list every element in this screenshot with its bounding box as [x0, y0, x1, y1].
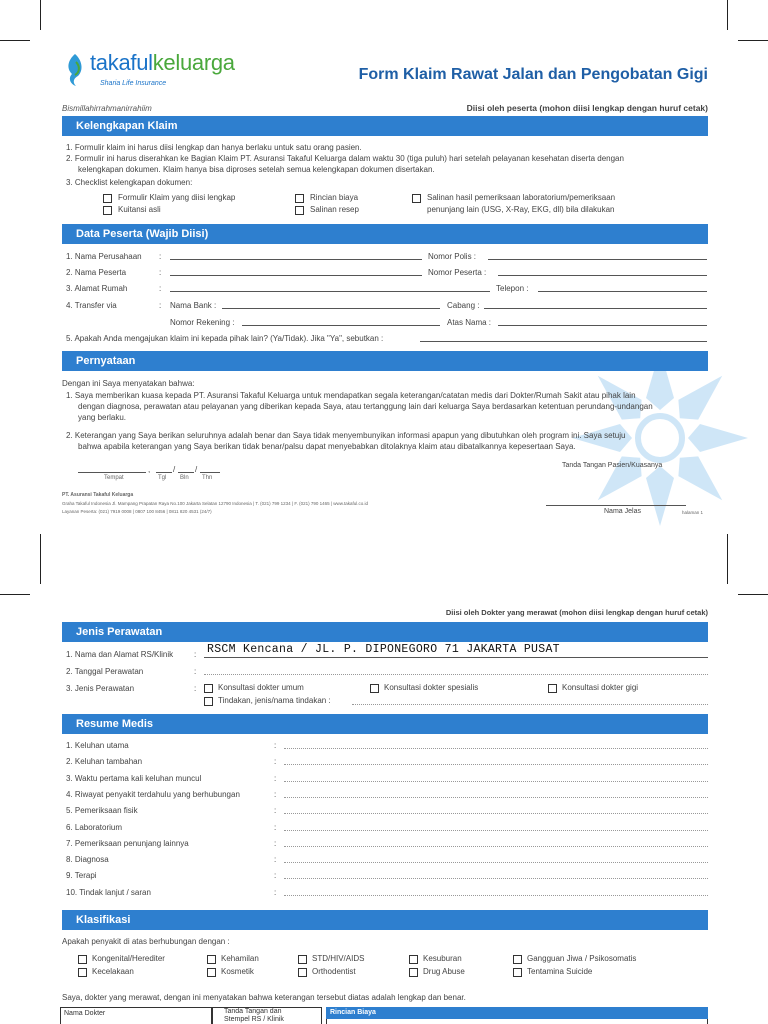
resume-item-input[interactable] [284, 895, 708, 896]
field-colon: : [194, 684, 197, 693]
rincian-biaya-header: Rincian Biaya [326, 1007, 708, 1019]
crop-mark [738, 594, 768, 595]
field-colon: : [159, 284, 162, 293]
field-colon: : [274, 822, 277, 832]
checkbox-salinan-resep[interactable] [295, 206, 304, 215]
crop-mark [727, 534, 728, 584]
field-colon: : [274, 887, 277, 897]
field-colon: : [274, 871, 277, 881]
statement-paragraph: bahwa apabila keterangan yang Saya berikan tidak benar/palsu dapat menyebabkan ditolaknya klaim atau dibatalkannya kepesertaan Saya. [78, 442, 576, 451]
page-number: halaman 1 [682, 510, 704, 515]
checkbox-dokter-spesialis[interactable] [370, 684, 379, 693]
input-cabang[interactable] [484, 308, 707, 309]
input-rekening[interactable] [242, 325, 440, 326]
checkbox-tindakan[interactable] [204, 697, 213, 706]
resume-item-label: 9. Terapi [66, 871, 97, 881]
checkbox-label: Orthodentist [312, 967, 356, 976]
section-jenis-perawatan: Jenis Perawatan [62, 622, 708, 642]
participant-instruction: Diisi oleh peserta (mohon diisi lengkap dengan huruf cetak) [466, 103, 708, 113]
checkbox-label: Drug Abuse [423, 967, 465, 976]
resume-item-input[interactable] [284, 781, 708, 782]
resume-item-input[interactable] [284, 764, 708, 765]
label-bln: Bln [180, 475, 189, 481]
brand-tagline: Sharia Life Insurance [100, 80, 167, 87]
stamp-label: Tanda Tangan dan [224, 1008, 282, 1015]
checkbox-gangguan-jiwa[interactable] [513, 955, 522, 964]
input-perusahaan[interactable] [170, 259, 422, 260]
input-bank[interactable] [222, 308, 440, 309]
section-pernyataan: Pernyataan [62, 351, 708, 371]
form-title: Form Klaim Rawat Jalan dan Pengobatan Gigi [358, 66, 708, 83]
checkbox-label: Tindakan, jenis/nama tindakan : [218, 696, 331, 705]
resume-item-label: 10. Tindak lanjut / saran [66, 887, 151, 897]
field-label-perusahaan: 1. Nama Perusahaan [66, 252, 142, 261]
doctor-name-label: Nama Dokter [64, 1010, 106, 1017]
field-label-polis: Nomor Polis : [428, 252, 477, 261]
checkbox-label: Konsultasi dokter umum [218, 683, 304, 692]
field-colon: : [274, 773, 277, 783]
field-colon: : [274, 789, 277, 799]
signature-label: Tanda Tangan Pasien/Kuasanya [562, 462, 663, 469]
input-peserta[interactable] [170, 275, 422, 276]
resume-item-input[interactable] [284, 797, 708, 798]
crop-mark [727, 0, 728, 30]
checkbox-label: Formulir Klaim yang diisi lengkap [118, 193, 236, 202]
input-polis[interactable] [488, 259, 707, 260]
requirement-item: kelengkapan dokumen. Klaim hanya bisa diproses setelah semua kelengkapan dokumen disertakan. [78, 165, 435, 174]
doctor-statement: Saya, dokter yang merawat, dengan ini menyatakan bahwa keterangan tersebut diatas adalah lengkap dan benar. [62, 993, 466, 1002]
statement-intro: Dengan ini Saya menyatakan bahwa: [62, 379, 195, 388]
requirement-item: 3. Checklist kelengkapan dokumen: [66, 178, 193, 187]
field-label-atas-nama: Atas Nama : [447, 318, 492, 327]
date-separator: / [173, 465, 176, 474]
checkbox-std[interactable] [298, 955, 307, 964]
input-tanggal[interactable] [204, 674, 708, 675]
input-alamat[interactable] [170, 291, 490, 292]
checkbox-label: Rincian biaya [310, 193, 359, 202]
checkbox-label: Konsultasi dokter spesialis [384, 683, 479, 692]
field-label-jenis: 3. Jenis Perawatan [66, 684, 135, 693]
section-kelengkapan-klaim: Kelengkapan Klaim [62, 116, 708, 136]
footer-address: Graha Takaful Indonesia Jl. Mampang Prapatan Raya No.100 Jakarta Selatan 12790 Indonesia | T. (021) 799 1234 | F. (021) 790 1465 | www.takaful.co.id [62, 501, 369, 506]
rincian-biaya-box[interactable] [326, 1019, 708, 1024]
resume-item-label: 7. Pemeriksaan penunjang lainnya [66, 838, 189, 848]
checkbox-label: Kuitansi asli [118, 205, 161, 214]
crop-mark [738, 40, 768, 41]
doctor-instruction: Diisi oleh Dokter yang merawat (mohon diisi lengkap dengan huruf cetak) [445, 608, 708, 617]
field-colon: : [159, 268, 162, 277]
checkbox-dokter-umum[interactable] [204, 684, 213, 693]
input-nomor-peserta[interactable] [498, 275, 707, 276]
section-data-peserta: Data Peserta (Wajib Diisi) [62, 224, 708, 244]
checkbox-tentamina-suicide[interactable] [513, 968, 522, 977]
field-label-nomor-peserta: Nomor Peserta : [428, 268, 487, 277]
resume-item-input[interactable] [284, 830, 708, 831]
field-label-alamat: 3. Alamat Rumah [66, 284, 128, 293]
checkbox-orthodentist[interactable] [298, 968, 307, 977]
statement-paragraph: 2. Keterangan yang Saya berikan seluruhnya adalah benar dan Saya tidak menyembunyikan informasi apapun yang dibutuhkan oleh program ini. Saya setuju [66, 431, 626, 440]
checkbox-kesuburan[interactable] [409, 955, 418, 964]
checkbox-label: Kecelakaan [92, 967, 134, 976]
form-page-2 [52, 604, 712, 1024]
resume-item-label: 3. Waktu pertama kali keluhan muncul [66, 773, 202, 783]
classification-question: Apakah penyakit di atas berhubungan dengan : [62, 937, 230, 946]
field-colon: : [274, 757, 277, 767]
footer-company: PT. Asuransi Takaful Keluarga [62, 492, 134, 498]
field-colon: : [274, 741, 277, 750]
crop-mark [40, 0, 41, 30]
section-resume-medis: Resume Medis [62, 714, 708, 734]
field-colon: : [274, 838, 277, 848]
date-separator: / [195, 465, 198, 474]
resume-item-label: 6. Laboratorium [66, 822, 123, 832]
stamp-label-2: Stempel RS / Klinik [224, 1016, 284, 1023]
checkbox-label: STD/HIV/AIDS [312, 954, 365, 963]
resume-item-label: 1. Keluhan utama [66, 741, 129, 750]
checkbox-kehamilan[interactable] [207, 955, 216, 964]
requirement-item: 1. Formulir klaim ini harus diisi lengkap dan hanya berlaku untuk satu orang pasien. [66, 143, 362, 152]
date-separator: , [148, 465, 151, 474]
checkbox-drug-abuse[interactable] [409, 968, 418, 977]
crop-mark [40, 534, 41, 584]
label-thn: Thn [202, 475, 213, 481]
resume-item-input[interactable] [284, 748, 708, 749]
resume-item-label: 2. Keluhan tambahan [66, 757, 143, 767]
checkbox-kongenital[interactable] [78, 955, 87, 964]
input-atas-nama[interactable] [498, 325, 707, 326]
checkbox-kuitansi[interactable] [103, 206, 112, 215]
resume-item-input[interactable] [284, 878, 708, 879]
resume-item-label: 5. Pemeriksaan fisik [66, 806, 138, 816]
brand-name: takafulkeluarga [90, 50, 235, 75]
footer-service: Layanan Peserta: (021) 7919 0008 | 0807 100 8456 | 0811 820 4531 (24/7) [62, 509, 212, 514]
checkbox-label: penunjang lain (USG, X-Ray, EKG, dll) bila dilakukan [427, 205, 615, 214]
checkbox-dokter-gigi[interactable] [548, 684, 557, 693]
resume-item-input[interactable] [284, 862, 708, 863]
checkbox-label: Kongenital/Herediter [92, 954, 165, 963]
field-label-rekening: Nomor Rekening : [170, 318, 235, 327]
field-label-telepon: Telepon : [496, 284, 529, 293]
nama-jelas-label: Nama Jelas [604, 508, 641, 515]
crop-mark [0, 594, 30, 595]
statement-paragraph: dengan diagnosa, perawatan atau pelayanan yang diberikan kepada Saya, atau tertanggung lain dari keluarga Saya berdasarkan ketentuan perundang-undangan [78, 402, 653, 411]
input-tempat[interactable] [78, 472, 146, 473]
checkbox-salinan-lab[interactable] [412, 194, 421, 203]
checkbox-label: Tentamina Suicide [527, 967, 593, 976]
field-colon: : [159, 252, 162, 261]
checkbox-label: Salinan resep [310, 205, 359, 214]
crop-mark [0, 40, 30, 41]
field-colon: : [159, 301, 162, 310]
checkbox-label: Kehamilan [221, 954, 259, 963]
checkbox-label: Kosmetik [221, 967, 254, 976]
field-colon: : [194, 650, 197, 659]
checkbox-kecelakaan[interactable] [78, 968, 87, 977]
checkbox-label: Salinan hasil pemeriksaan laboratorium/pemeriksaan [427, 193, 616, 202]
resume-item-input[interactable] [284, 813, 708, 814]
field-label-tanggal: 2. Tanggal Perawatan [66, 667, 144, 676]
rs-value: RSCM Kencana / JL. P. DIPONEGORO 71 JAKARTA PUSAT [207, 643, 560, 656]
field-label-cabang: Cabang : [447, 301, 480, 310]
input-tindakan[interactable] [352, 704, 708, 705]
form-page-1 [52, 40, 712, 520]
checkbox-kosmetik[interactable] [207, 968, 216, 977]
statement-paragraph: 1. Saya memberikan kuasa kepada PT. Asuransi Takaful Keluarga untuk mendapatkan segala keterangan/catatan medis dari Dokter/Rumah Sakit atau pihak lain [66, 391, 636, 400]
resume-item-label: 4. Riwayat penyakit terdahulu yang berhubungan [66, 789, 240, 799]
input-tgl[interactable] [156, 472, 172, 473]
field-colon: : [194, 667, 197, 676]
input-other-claim[interactable] [420, 341, 707, 342]
statement-paragraph: yang berlaku. [78, 413, 127, 422]
checkbox-label: Kesuburan [423, 954, 462, 963]
checkbox-label: Konsultasi dokter gigi [562, 683, 639, 692]
input-rs[interactable] [204, 657, 708, 658]
field-label-bank: Nama Bank : [170, 301, 217, 310]
takaful-logo-icon [62, 50, 88, 90]
requirement-item: 2. Formulir ini harus diserahkan ke Bagian Klaim PT. Asuransi Takaful Keluarga dalam waktu 30 (tiga puluh) hari setelah pelayanan kesehatan diserta dengan [66, 154, 624, 163]
label-tempat: Tempat [104, 475, 124, 481]
input-thn[interactable] [200, 472, 220, 473]
checkbox-formulir[interactable] [103, 194, 112, 203]
field-colon: : [274, 806, 277, 816]
checkbox-rincian-biaya[interactable] [295, 194, 304, 203]
field-colon: : [274, 855, 277, 865]
input-bln[interactable] [178, 472, 194, 473]
section-klasifikasi: Klasifikasi [62, 910, 708, 930]
label-tgl: Tgl [158, 475, 167, 481]
resume-item-label: 8. Diagnosa [66, 855, 109, 865]
field-label-peserta: 2. Nama Peserta [66, 268, 127, 277]
bismillah-text: Bismillahirrahmanirrahiim [62, 104, 152, 113]
checkbox-label: Gangguan Jiwa / Psikosomatis [527, 954, 637, 963]
field-label-transfer: 4. Transfer via [66, 301, 117, 310]
field-label-rs: 1. Nama dan Alamat RS/Klinik [66, 650, 174, 659]
question-other-claim: 5. Apakah Anda mengajukan klaim ini kepada pihak lain? (Ya/Tidak). Jika "Ya", sebutkan : [66, 334, 384, 343]
resume-item-input[interactable] [284, 846, 708, 847]
input-telepon[interactable] [538, 291, 707, 292]
